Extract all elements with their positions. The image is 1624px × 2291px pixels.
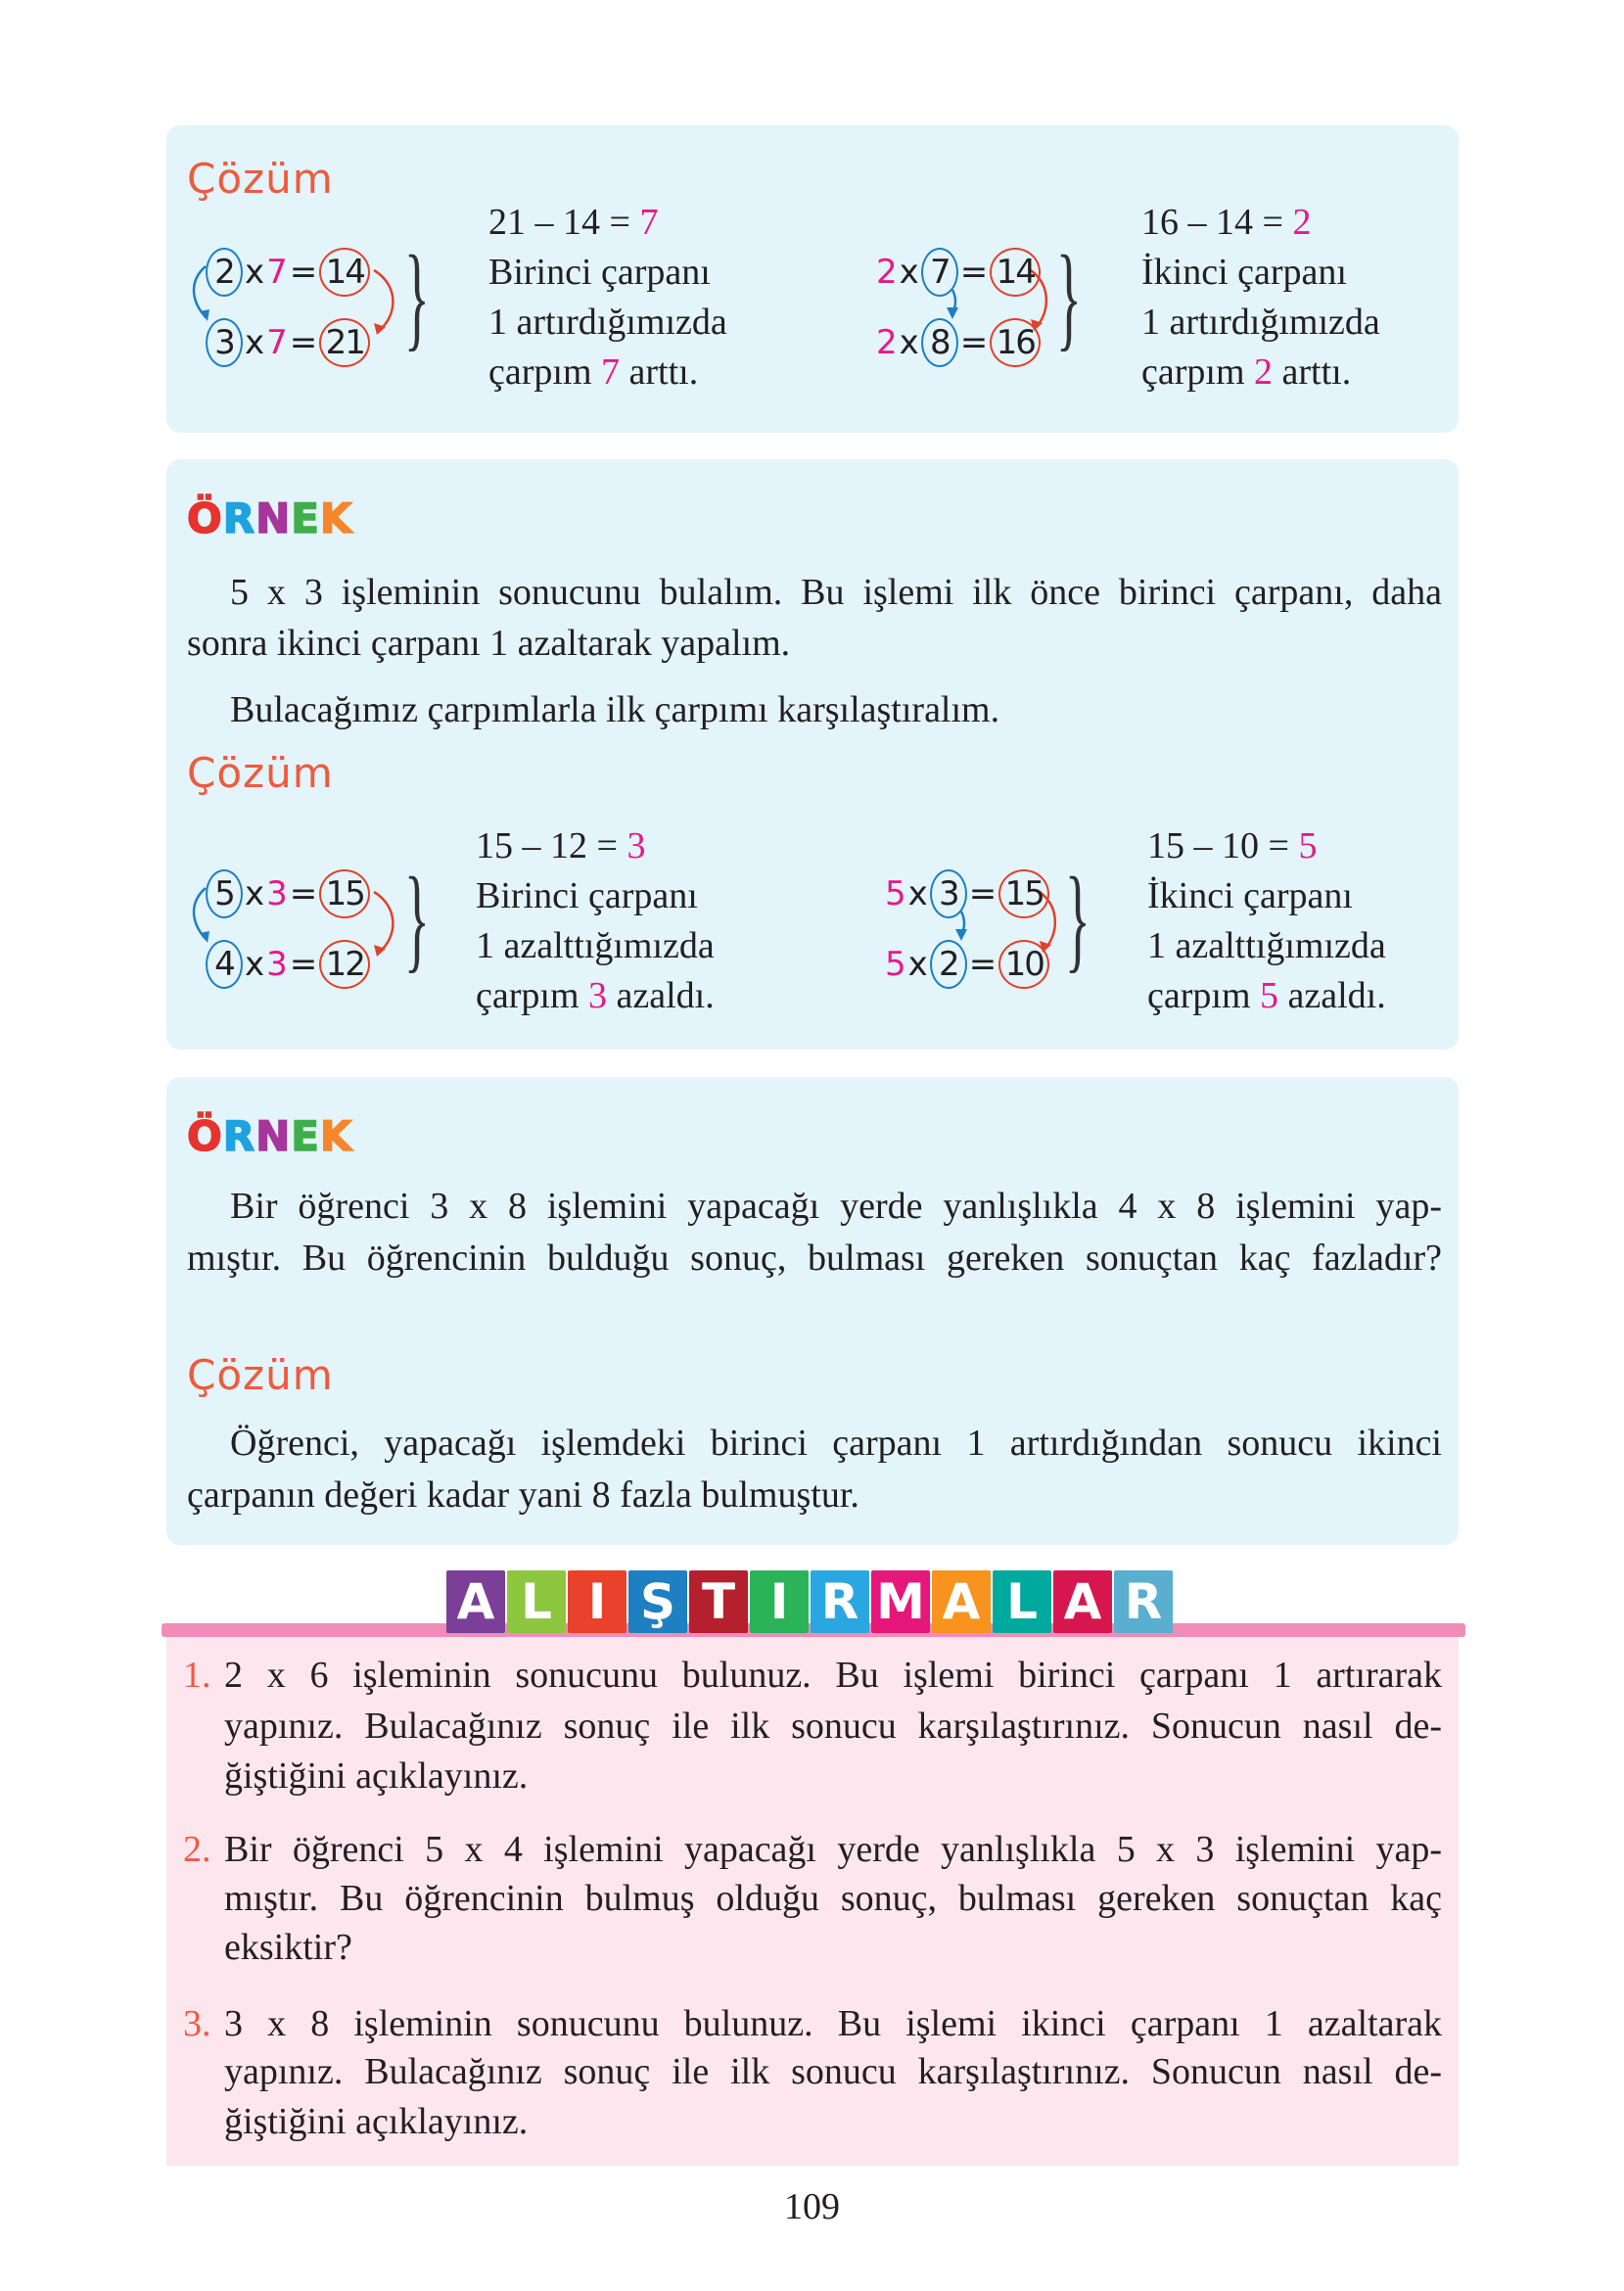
exercise-line: yapınız. Bulacağınız sonuç ile ilk sonucu karşılaştırınız. Sonucun nasıl de- <box>224 2051 1442 2092</box>
page-number: 109 <box>784 2186 840 2227</box>
highlight-number: 2 <box>1254 351 1274 393</box>
example-box-1 <box>166 459 1459 1050</box>
product: 21 <box>319 318 370 367</box>
exercise-line: yapınız. Bulacağınız sonuç ile ilk sonucu karşılaştırınız. Sonucun nasıl de- <box>224 1706 1442 1747</box>
text-line: İkinci çarpanı <box>1141 252 1347 293</box>
text: azaldı. <box>607 975 715 1016</box>
product: 15 <box>319 869 370 918</box>
calc: 21 – 14 = <box>488 202 640 243</box>
solution-heading: Çözüm <box>187 155 334 203</box>
exercise-number: 3. <box>183 2003 211 2044</box>
text-line: 1 azalttığımızda <box>1147 925 1386 966</box>
text-line: 1 azalttığımızda <box>476 925 715 966</box>
calc: 16 – 14 = <box>1141 202 1293 243</box>
title-letter-tile: Ş <box>628 1570 687 1633</box>
calc: 15 – 12 = <box>476 825 627 866</box>
second-factor: 2 <box>930 940 967 989</box>
first-factor: 2 <box>876 253 898 292</box>
first-factor: 2 <box>876 323 898 362</box>
text: azaldı. <box>1278 975 1386 1016</box>
explanation-right <box>1141 198 1380 397</box>
example-box-2 <box>166 1077 1459 1545</box>
exercise-number: 1. <box>183 1655 211 1696</box>
example-heading: ÖRNEK <box>187 494 353 542</box>
product: 12 <box>319 940 370 989</box>
brace: } <box>403 853 430 983</box>
first-factor: 5 <box>206 869 243 918</box>
title-letter-tile: T <box>689 1570 748 1633</box>
product: 14 <box>990 248 1041 297</box>
second-factor: 8 <box>921 318 958 367</box>
product: 15 <box>998 869 1049 918</box>
calc-result: 5 <box>1298 825 1318 866</box>
example-heading: ÖRNEK <box>187 1112 353 1160</box>
equation-diagram-first-factor: 5 x 3 = 15 4 x 3 = 12 } <box>188 863 423 990</box>
first-factor: 2 <box>206 248 243 297</box>
text-line: 1 artırdığımızda <box>488 302 727 343</box>
exercise-line: mıştır. Bu öğrencinin bulmuş olduğu sonuç, bulması gereken sonuçtan kaç <box>224 1878 1442 1919</box>
text-line: 5 x 3 işleminin sonucunu bulalım. Bu işlemi ilk önce birinci çarpanı, daha <box>230 572 1442 613</box>
title-letter-tile: A <box>446 1570 505 1633</box>
title-letter-tile: M <box>871 1570 930 1633</box>
text-line: mıştır. Bu öğrencinin bulduğu sonuç, bulması gereken sonuçtan kaç fazladır? <box>187 1238 1442 1279</box>
solution-box-1 <box>166 125 1459 433</box>
title-letter-tile: R <box>1114 1570 1173 1633</box>
title-letter-tile: A <box>932 1570 991 1633</box>
second-factor: 7 <box>921 248 958 297</box>
title-letter-tile: L <box>507 1570 566 1633</box>
equation-diagram-second-factor: 2 x 7 = 14 2 x 8 = 16 } <box>874 241 1109 368</box>
text-line: Birinci çarpanı <box>488 252 711 293</box>
equation-diagram-second-factor: 5 x 3 = 15 5 x 2 = 10 } <box>883 863 1118 990</box>
product: 10 <box>998 940 1049 989</box>
text-line: Öğrenci, yapacağı işlemdeki birinci çarpanı 1 artırdığından sonucu ikinci <box>230 1423 1442 1464</box>
exercise-line: ğiştiğini açıklayınız. <box>224 1755 529 1797</box>
first-factor: 5 <box>885 874 906 913</box>
exercise-line: 3 x 8 işleminin sonucunu bulunuz. Bu işlemi ikinci çarpanı 1 azaltarak <box>224 2003 1442 2044</box>
title-letter-tile: R <box>811 1570 869 1633</box>
highlight-number: 5 <box>1260 975 1279 1016</box>
explanation-left <box>476 821 715 1021</box>
title-letter-tile: I <box>750 1570 809 1633</box>
highlight-number: 7 <box>601 351 621 393</box>
exercises-title <box>446 1570 1173 1633</box>
text: arttı. <box>620 351 699 393</box>
title-letter-tile: A <box>1053 1570 1112 1633</box>
brace: } <box>1064 853 1090 983</box>
calc: 15 – 10 = <box>1147 825 1299 866</box>
text-line: Bulacağımız çarpımlarla ilk çarpımı karşılaştıralım. <box>230 689 1000 730</box>
text-line: 1 artırdığımızda <box>1141 302 1380 343</box>
text: arttı. <box>1273 351 1352 393</box>
equation-diagram-first-factor: 2 x 7 = 14 3 x 7 = 21 } <box>188 241 423 368</box>
text-line: İkinci çarpanı <box>1147 875 1353 916</box>
brace: } <box>403 231 430 361</box>
product: 14 <box>319 248 370 297</box>
first-factor: 4 <box>206 940 243 989</box>
first-factor: 5 <box>885 945 906 984</box>
text: çarpım <box>476 975 589 1016</box>
title-letter-tile: I <box>568 1570 626 1633</box>
title-letter-tile: L <box>993 1570 1051 1633</box>
exercise-line: 2 x 6 işleminin sonucunu bulunuz. Bu işlemi birinci çarpanı 1 artırarak <box>224 1655 1442 1696</box>
explanation-left <box>488 198 727 397</box>
second-factor: 3 <box>930 869 967 918</box>
text: çarpım <box>1141 351 1255 393</box>
exercise-line: Bir öğrenci 5 x 4 işlemini yapacağı yerde yanlışlıkla 5 x 3 işlemini yap- <box>224 1829 1442 1870</box>
exercise-line: ğiştiğini açıklayınız. <box>224 2101 529 2142</box>
solution-heading: Çözüm <box>187 749 334 797</box>
text-line: Birinci çarpanı <box>476 875 698 916</box>
second-factor: 3 <box>266 945 288 984</box>
second-factor: 7 <box>266 253 288 292</box>
brace: } <box>1055 231 1082 361</box>
exercise-line: eksiktir? <box>224 1927 352 1968</box>
text-line: sonra ikinci çarpanı 1 azaltarak yapalım. <box>187 623 791 664</box>
second-factor: 7 <box>266 323 288 362</box>
product: 16 <box>990 318 1041 367</box>
calc-result: 3 <box>626 825 646 866</box>
second-factor: 3 <box>266 874 288 913</box>
text: çarpım <box>488 351 602 393</box>
explanation-right <box>1147 821 1386 1021</box>
exercise-number: 2. <box>183 1829 211 1870</box>
calc-result: 7 <box>639 202 659 243</box>
text-line: çarpanın değeri kadar yani 8 fazla bulmuştur. <box>187 1474 859 1516</box>
highlight-number: 3 <box>588 975 608 1016</box>
calc-result: 2 <box>1292 202 1312 243</box>
solution-heading: Çözüm <box>187 1351 334 1399</box>
text-line: Bir öğrenci 3 x 8 işlemini yapacağı yerde yanlışlıkla 4 x 8 işlemini yap- <box>230 1186 1442 1227</box>
text: çarpım <box>1147 975 1261 1016</box>
first-factor: 3 <box>206 318 243 367</box>
